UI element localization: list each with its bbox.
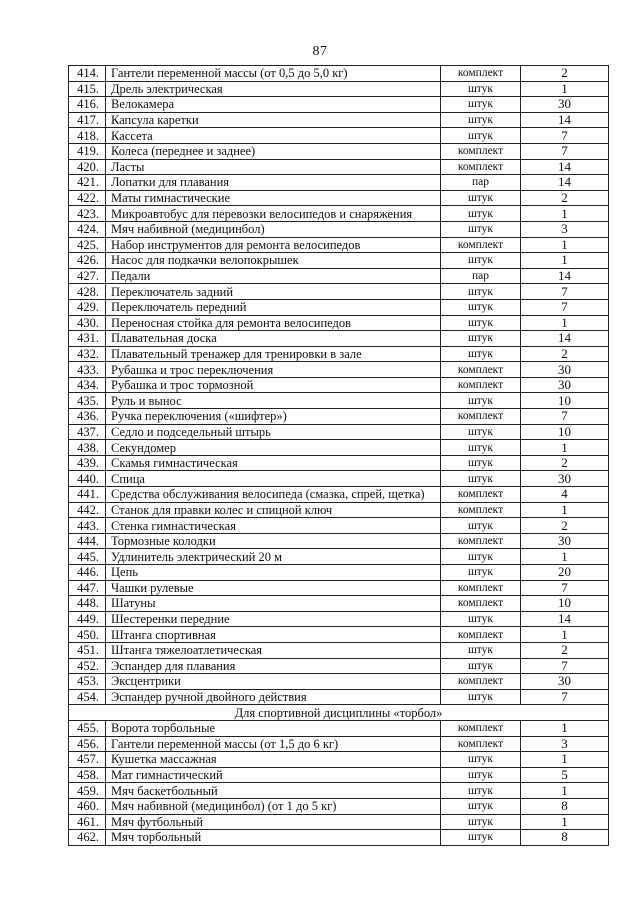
quantity-cell: 1: [521, 440, 609, 456]
quantity-cell: 8: [521, 798, 609, 814]
unit-cell: штук: [441, 112, 521, 128]
table-row: [69, 97, 609, 113]
unit-cell: комплект: [441, 502, 521, 518]
unit-cell: штук: [441, 206, 521, 222]
table-row: [69, 128, 609, 144]
row-number: 461.: [69, 814, 106, 830]
row-number: 445.: [69, 549, 106, 565]
quantity-cell: 7: [521, 409, 609, 425]
quantity-cell: 10: [521, 393, 609, 409]
item-name: Цепь: [106, 565, 441, 581]
quantity-cell: 1: [521, 81, 609, 97]
table-row: [69, 268, 609, 284]
row-number: 432.: [69, 346, 106, 362]
item-name: Эспандер ручной двойного действия: [106, 689, 441, 705]
unit-cell: штук: [441, 393, 521, 409]
table-row: [69, 81, 609, 97]
row-number: 420.: [69, 159, 106, 175]
table-row: [69, 440, 609, 456]
table-row: [69, 596, 609, 612]
unit-cell: комплект: [441, 627, 521, 643]
quantity-cell: 14: [521, 159, 609, 175]
item-name: Мяч торбольный: [106, 830, 441, 846]
unit-cell: комплект: [441, 720, 521, 736]
unit-cell: комплект: [441, 362, 521, 378]
quantity-cell: 30: [521, 674, 609, 690]
equipment-table: [68, 65, 609, 846]
quantity-cell: 1: [521, 315, 609, 331]
unit-cell: штук: [441, 190, 521, 206]
quantity-cell: 14: [521, 175, 609, 191]
table-row: [69, 377, 609, 393]
item-name: Рубашка и трос тормозной: [106, 377, 441, 393]
unit-cell: штук: [441, 424, 521, 440]
unit-cell: штук: [441, 814, 521, 830]
row-number: 431.: [69, 331, 106, 347]
row-number: 436.: [69, 409, 106, 425]
unit-cell: комплект: [441, 143, 521, 159]
quantity-cell: 1: [521, 206, 609, 222]
quantity-cell: 2: [521, 190, 609, 206]
quantity-cell: 7: [521, 658, 609, 674]
row-number: 416.: [69, 97, 106, 113]
quantity-cell: 30: [521, 377, 609, 393]
table-row: [69, 159, 609, 175]
item-name: Спица: [106, 471, 441, 487]
row-number: 435.: [69, 393, 106, 409]
quantity-cell: 2: [521, 518, 609, 534]
quantity-cell: 1: [521, 549, 609, 565]
item-name: Секундомер: [106, 440, 441, 456]
item-name: Мяч футбольный: [106, 814, 441, 830]
quantity-cell: 3: [521, 736, 609, 752]
quantity-cell: 2: [521, 66, 609, 82]
table-row: [69, 362, 609, 378]
item-name: Стенка гимнастическая: [106, 518, 441, 534]
quantity-cell: 1: [521, 783, 609, 799]
quantity-cell: 3: [521, 221, 609, 237]
unit-cell: штук: [441, 752, 521, 768]
table-row: [69, 783, 609, 799]
table-row: [69, 798, 609, 814]
table-row: [69, 409, 609, 425]
unit-cell: штук: [441, 767, 521, 783]
item-name: Мяч набивной (медицинбол): [106, 221, 441, 237]
table-row: [69, 720, 609, 736]
item-name: Эспандер для плавания: [106, 658, 441, 674]
row-number: 424.: [69, 221, 106, 237]
unit-cell: комплект: [441, 674, 521, 690]
item-name: Эксцентрики: [106, 674, 441, 690]
row-number: 429.: [69, 299, 106, 315]
table-row: [69, 253, 609, 269]
unit-cell: комплект: [441, 596, 521, 612]
row-number: 428.: [69, 284, 106, 300]
table-row: [69, 580, 609, 596]
unit-cell: штук: [441, 518, 521, 534]
item-name: Лопатки для плавания: [106, 175, 441, 191]
item-name: Тормозные колодки: [106, 533, 441, 549]
quantity-cell: 14: [521, 611, 609, 627]
quantity-cell: 14: [521, 331, 609, 347]
row-number: 427.: [69, 268, 106, 284]
row-number: 422.: [69, 190, 106, 206]
unit-cell: комплект: [441, 377, 521, 393]
unit-cell: комплект: [441, 736, 521, 752]
table-row: [69, 674, 609, 690]
unit-cell: штук: [441, 642, 521, 658]
item-name: Мяч баскетбольный: [106, 783, 441, 799]
unit-cell: штук: [441, 471, 521, 487]
table-row: [69, 175, 609, 191]
quantity-cell: 1: [521, 253, 609, 269]
item-name: Переносная стойка для ремонта велосипедов: [106, 315, 441, 331]
item-name: Чашки рулевые: [106, 580, 441, 596]
row-number: 444.: [69, 533, 106, 549]
quantity-cell: 30: [521, 471, 609, 487]
unit-cell: комплект: [441, 409, 521, 425]
quantity-cell: 2: [521, 346, 609, 362]
quantity-cell: 7: [521, 299, 609, 315]
item-name: Седло и подседельный штырь: [106, 424, 441, 440]
table-row: [69, 221, 609, 237]
row-number: 425.: [69, 237, 106, 253]
quantity-cell: 5: [521, 767, 609, 783]
unit-cell: штук: [441, 565, 521, 581]
item-name: Ласты: [106, 159, 441, 175]
quantity-cell: 30: [521, 362, 609, 378]
table-row: [69, 284, 609, 300]
quantity-cell: 7: [521, 143, 609, 159]
row-number: 421.: [69, 175, 106, 191]
table-row: [69, 736, 609, 752]
table-row: [69, 549, 609, 565]
item-name: Руль и вынос: [106, 393, 441, 409]
item-name: Удлинитель электрический 20 м: [106, 549, 441, 565]
table-row: [69, 752, 609, 768]
row-number: 448.: [69, 596, 106, 612]
table-row: [69, 767, 609, 783]
row-number: 454.: [69, 689, 106, 705]
unit-cell: комплект: [441, 66, 521, 82]
table-row: [69, 206, 609, 222]
row-number: 434.: [69, 377, 106, 393]
row-number: 439.: [69, 455, 106, 471]
row-number: 442.: [69, 502, 106, 518]
item-name: Гантели переменной массы (от 1,5 до 6 кг): [106, 736, 441, 752]
row-number: 433.: [69, 362, 106, 378]
unit-cell: штук: [441, 549, 521, 565]
table-row: [69, 393, 609, 409]
table-row: [69, 143, 609, 159]
row-number: 438.: [69, 440, 106, 456]
table-row: [69, 565, 609, 581]
quantity-cell: 14: [521, 268, 609, 284]
item-name: Капсула каретки: [106, 112, 441, 128]
unit-cell: штук: [441, 783, 521, 799]
row-number: 458.: [69, 767, 106, 783]
row-number: 414.: [69, 66, 106, 82]
row-number: 417.: [69, 112, 106, 128]
table-row: [69, 299, 609, 315]
item-name: Насос для подкачки велопокрышек: [106, 253, 441, 269]
row-number: 452.: [69, 658, 106, 674]
item-name: Набор инструментов для ремонта велосипедов: [106, 237, 441, 253]
row-number: 455.: [69, 720, 106, 736]
quantity-cell: 2: [521, 642, 609, 658]
item-name: Ворота торбольные: [106, 720, 441, 736]
unit-cell: штук: [441, 798, 521, 814]
unit-cell: штук: [441, 440, 521, 456]
quantity-cell: 30: [521, 97, 609, 113]
row-number: 453.: [69, 674, 106, 690]
item-name: Колеса (переднее и заднее): [106, 143, 441, 159]
unit-cell: штук: [441, 221, 521, 237]
unit-cell: штук: [441, 97, 521, 113]
item-name: Шатуны: [106, 596, 441, 612]
table-row: [69, 455, 609, 471]
table-row: [69, 315, 609, 331]
quantity-cell: 20: [521, 565, 609, 581]
row-number: 457.: [69, 752, 106, 768]
item-name: Штанга тяжелоатлетическая: [106, 642, 441, 658]
unit-cell: пар: [441, 268, 521, 284]
section-title: Для спортивной дисциплины «торбол»: [69, 705, 609, 721]
unit-cell: штук: [441, 331, 521, 347]
table-row: [69, 487, 609, 503]
table-row: [69, 533, 609, 549]
quantity-cell: 1: [521, 720, 609, 736]
row-number: 441.: [69, 487, 106, 503]
unit-cell: комплект: [441, 237, 521, 253]
item-name: Средства обслуживания велосипеда (смазка, спрей, щетка): [106, 487, 441, 503]
row-number: 430.: [69, 315, 106, 331]
quantity-cell: 7: [521, 284, 609, 300]
item-name: Скамья гимнастическая: [106, 455, 441, 471]
unit-cell: штук: [441, 689, 521, 705]
quantity-cell: 10: [521, 596, 609, 612]
unit-cell: пар: [441, 175, 521, 191]
quantity-cell: 10: [521, 424, 609, 440]
unit-cell: штук: [441, 611, 521, 627]
unit-cell: комплект: [441, 487, 521, 503]
item-name: Плавательный тренажер для тренировки в зале: [106, 346, 441, 362]
quantity-cell: 1: [521, 627, 609, 643]
item-name: Плавательная доска: [106, 331, 441, 347]
unit-cell: штук: [441, 299, 521, 315]
row-number: 450.: [69, 627, 106, 643]
row-number: 459.: [69, 783, 106, 799]
item-name: Переключатель задний: [106, 284, 441, 300]
unit-cell: штук: [441, 253, 521, 269]
quantity-cell: 8: [521, 830, 609, 846]
item-name: Велокамера: [106, 97, 441, 113]
quantity-cell: 30: [521, 533, 609, 549]
unit-cell: штук: [441, 455, 521, 471]
table-row: [69, 237, 609, 253]
table-row: [69, 814, 609, 830]
table-row: [69, 658, 609, 674]
table-row: [69, 518, 609, 534]
row-number: 440.: [69, 471, 106, 487]
row-number: 456.: [69, 736, 106, 752]
row-number: 426.: [69, 253, 106, 269]
row-number: 419.: [69, 143, 106, 159]
table-row: [69, 502, 609, 518]
table-row: [69, 424, 609, 440]
row-number: 447.: [69, 580, 106, 596]
item-name: Ручка переключения («шифтер»): [106, 409, 441, 425]
table-row: [69, 830, 609, 846]
item-name: Станок для правки колес и спицной ключ: [106, 502, 441, 518]
row-number: 415.: [69, 81, 106, 97]
item-name: Дрель электрическая: [106, 81, 441, 97]
item-name: Микроавтобус для перевозки велосипедов и снаряжения: [106, 206, 441, 222]
unit-cell: комплект: [441, 159, 521, 175]
section-header-row: [69, 705, 609, 721]
unit-cell: штук: [441, 658, 521, 674]
table-row: [69, 346, 609, 362]
quantity-cell: 1: [521, 752, 609, 768]
item-name: Гантели переменной массы (от 0,5 до 5,0 кг): [106, 66, 441, 82]
item-name: Штанга спортивная: [106, 627, 441, 643]
quantity-cell: 7: [521, 689, 609, 705]
unit-cell: штук: [441, 315, 521, 331]
unit-cell: штук: [441, 830, 521, 846]
unit-cell: штук: [441, 128, 521, 144]
unit-cell: штук: [441, 346, 521, 362]
item-name: Шестеренки передние: [106, 611, 441, 627]
quantity-cell: 4: [521, 487, 609, 503]
unit-cell: комплект: [441, 533, 521, 549]
row-number: 418.: [69, 128, 106, 144]
item-name: Мяч набивной (медицинбол) (от 1 до 5 кг): [106, 798, 441, 814]
table-row: [69, 642, 609, 658]
item-name: Переключатель передний: [106, 299, 441, 315]
item-name: Кушетка массажная: [106, 752, 441, 768]
table-row: [69, 66, 609, 82]
table-body-b: [69, 720, 609, 845]
table-row: [69, 112, 609, 128]
table-row: [69, 331, 609, 347]
row-number: 451.: [69, 642, 106, 658]
row-number: 446.: [69, 565, 106, 581]
item-name: Мат гимнастический: [106, 767, 441, 783]
quantity-cell: 7: [521, 580, 609, 596]
table-row: [69, 627, 609, 643]
table-body-a: [69, 66, 609, 705]
table-row: [69, 611, 609, 627]
row-number: 460.: [69, 798, 106, 814]
unit-cell: комплект: [441, 580, 521, 596]
quantity-cell: 1: [521, 814, 609, 830]
row-number: 423.: [69, 206, 106, 222]
item-name: Педали: [106, 268, 441, 284]
row-number: 462.: [69, 830, 106, 846]
row-number: 449.: [69, 611, 106, 627]
row-number: 443.: [69, 518, 106, 534]
item-name: Маты гимнастические: [106, 190, 441, 206]
quantity-cell: 2: [521, 455, 609, 471]
row-number: 437.: [69, 424, 106, 440]
unit-cell: штук: [441, 81, 521, 97]
quantity-cell: 14: [521, 112, 609, 128]
table-row: [69, 689, 609, 705]
table-row: [69, 190, 609, 206]
quantity-cell: 7: [521, 128, 609, 144]
quantity-cell: 1: [521, 502, 609, 518]
item-name: Кассета: [106, 128, 441, 144]
item-name: Рубашка и трос переключения: [106, 362, 441, 378]
table-row: [69, 471, 609, 487]
quantity-cell: 1: [521, 237, 609, 253]
unit-cell: штук: [441, 284, 521, 300]
page-number: 87: [312, 44, 328, 59]
